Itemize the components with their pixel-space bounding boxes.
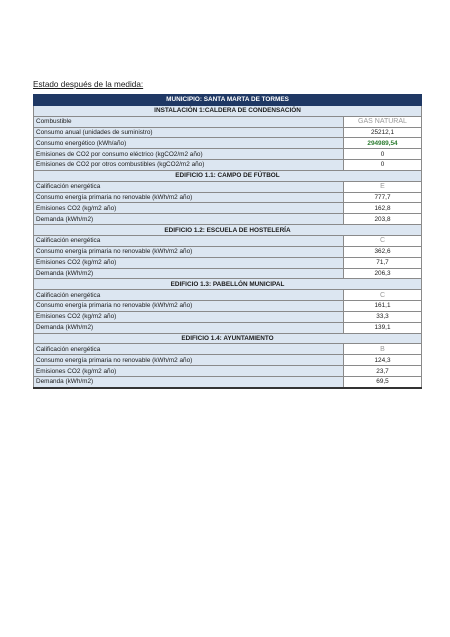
- row-label: Calificación energética: [34, 235, 344, 246]
- table-row: [34, 376, 422, 387]
- table-row: [34, 355, 422, 366]
- section-header-row: [34, 333, 422, 344]
- row-value: 203,8: [344, 214, 422, 225]
- row-label: Consumo energía primaria no renovable (kWh/m2 año): [34, 192, 344, 203]
- row-value: 23,7: [344, 366, 422, 377]
- row-value: GAS NATURAL: [344, 116, 422, 127]
- row-label: Demanda (kWh/m2): [34, 322, 344, 333]
- edificio-title: EDIFICIO 1.3: PABELLÓN MUNICIPAL: [34, 279, 422, 290]
- energy-table: [33, 94, 422, 389]
- row-label: Calificación energética: [34, 344, 344, 355]
- table-row: [34, 301, 422, 312]
- table-row: [34, 192, 422, 203]
- table-row: [34, 311, 422, 322]
- rating-value: C: [344, 290, 422, 301]
- table-row: [34, 138, 422, 149]
- municipio-header-row: [34, 95, 422, 106]
- row-value: 71,7: [344, 257, 422, 268]
- table-row: [34, 116, 422, 127]
- edificio-title: EDIFICIO 1.4: AYUNTAMIENTO: [34, 333, 422, 344]
- rating-value: B: [344, 344, 422, 355]
- table-row: [34, 127, 422, 138]
- row-value: 206,3: [344, 268, 422, 279]
- section-header-row: [34, 279, 422, 290]
- row-label: Calificación energética: [34, 290, 344, 301]
- row-value: 161,1: [344, 301, 422, 312]
- row-label: Emisiones de CO2 por otros combustibles (kgCO2/m2 año): [34, 160, 344, 171]
- municipio-title: MUNICIPIO: SANTA MARTA DE TORMES: [34, 95, 422, 106]
- section-header-row: [34, 105, 422, 116]
- row-label: Consumo energía primaria no renovable (kWh/m2 año): [34, 355, 344, 366]
- row-label: Emisiones de CO2 por consumo eléctrico (kgCO2/m2 año): [34, 149, 344, 160]
- table-row: [34, 268, 422, 279]
- edificio-title: EDIFICIO 1.2: ESCUELA DE HOSTELERÍA: [34, 225, 422, 236]
- caption: Estado después de la medida:: [33, 80, 144, 89]
- table-row: [34, 257, 422, 268]
- rating-value: E: [344, 181, 422, 192]
- row-label: Consumo anual (unidades de suministro): [34, 127, 344, 138]
- row-value: 69,5: [344, 376, 422, 387]
- row-label: Emisiones CO2 (kg/m2 año): [34, 311, 344, 322]
- table-row: [34, 214, 422, 225]
- row-label: Combustible: [34, 116, 344, 127]
- rating-value: C: [344, 235, 422, 246]
- row-label: Demanda (kWh/m2): [34, 214, 344, 225]
- row-label: Emisiones CO2 (kg/m2 año): [34, 366, 344, 377]
- table-row: [34, 149, 422, 160]
- table-row: [34, 160, 422, 171]
- section-header-row: [34, 170, 422, 181]
- row-value: 124,3: [344, 355, 422, 366]
- row-label: Calificación energética: [34, 181, 344, 192]
- table-row: [34, 203, 422, 214]
- row-value: 294989,54: [344, 138, 422, 149]
- table-row: [34, 344, 422, 355]
- table-row: [34, 235, 422, 246]
- row-label: Consumo energía primaria no renovable (kWh/m2 año): [34, 301, 344, 312]
- row-value: 362,6: [344, 246, 422, 257]
- row-label: Consumo energético (kWh/año): [34, 138, 344, 149]
- table-row: [34, 246, 422, 257]
- row-label: Emisiones CO2 (kg/m2 año): [34, 203, 344, 214]
- row-value: 33,3: [344, 311, 422, 322]
- row-label: Demanda (kWh/m2): [34, 268, 344, 279]
- row-label: Consumo energía primaria no renovable (kWh/m2 año): [34, 246, 344, 257]
- row-value: 777,7: [344, 192, 422, 203]
- table-row: [34, 322, 422, 333]
- section-header-row: [34, 225, 422, 236]
- table-row: [34, 181, 422, 192]
- row-label: Demanda (kWh/m2): [34, 376, 344, 387]
- row-label: Emisiones CO2 (kg/m2 año): [34, 257, 344, 268]
- table-row: [34, 290, 422, 301]
- table-row: [34, 366, 422, 377]
- row-value: 139,1: [344, 322, 422, 333]
- instalacion-title: INSTALACIÓN 1:CALDERA DE CONDENSACIÓN: [34, 105, 422, 116]
- row-value: 0: [344, 149, 422, 160]
- edificio-title: EDIFICIO 1.1: CAMPO DE FÚTBOL: [34, 170, 422, 181]
- row-value: 0: [344, 160, 422, 171]
- row-value: 25212,1: [344, 127, 422, 138]
- row-value: 162,8: [344, 203, 422, 214]
